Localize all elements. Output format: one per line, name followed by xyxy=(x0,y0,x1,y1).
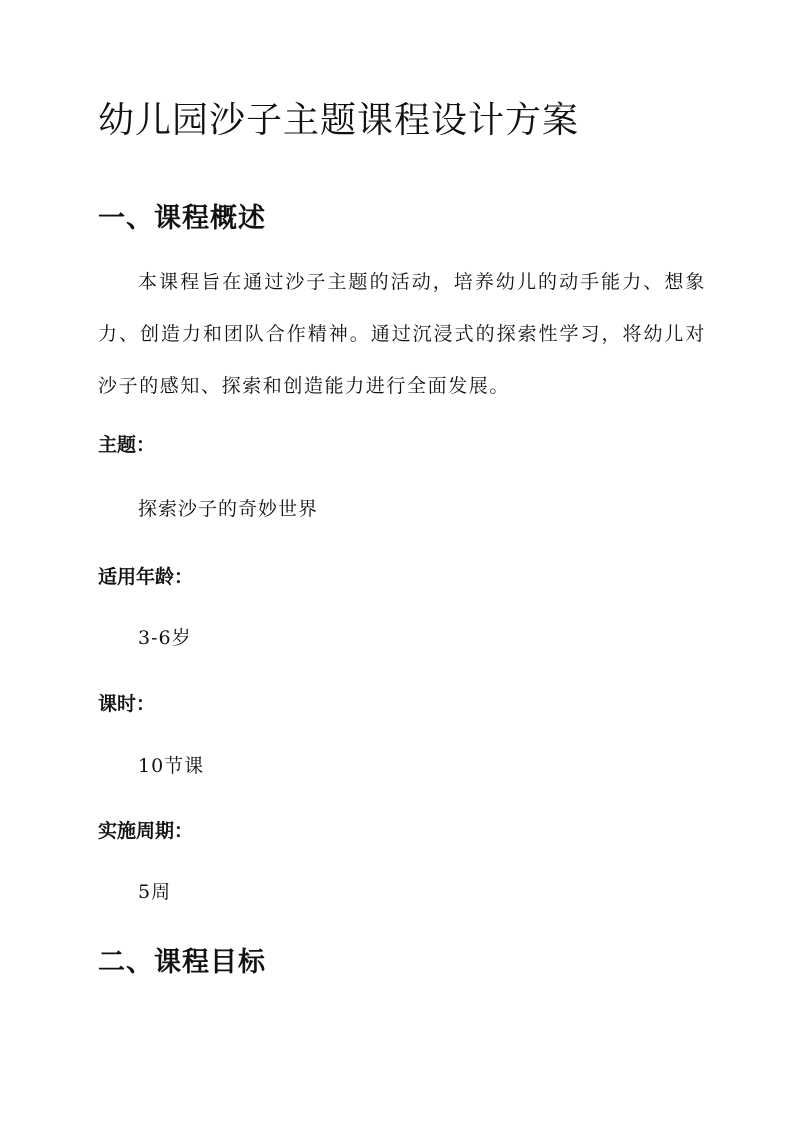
field-label-lessons: 课时： xyxy=(98,693,156,715)
field-value-theme: 探索沙子的奇妙世界 xyxy=(138,498,319,520)
field-value-age: 3-6岁 xyxy=(138,627,192,649)
field-label-age: 适用年龄： xyxy=(98,566,194,588)
field-value-period: 5周 xyxy=(138,881,172,903)
document-title: 幼儿园沙子主题课程设计方案 xyxy=(98,100,580,141)
field-label-period: 实施周期： xyxy=(98,820,194,842)
section-heading-overview: 一、课程概述 xyxy=(98,203,266,234)
section-heading-goals: 二、课程目标 xyxy=(98,947,266,978)
field-value-lessons: 10节课 xyxy=(138,755,205,777)
field-label-theme: 主题： xyxy=(98,434,156,456)
overview-paragraph: 本课程旨在通过沙子主题的活动，培养幼儿的动手能力、想象力、创造力和团队合作精神。通过沉浸式的探索性学习，将幼儿对沙子的感知、探索和创造能力进行全面发展。 xyxy=(98,271,706,397)
